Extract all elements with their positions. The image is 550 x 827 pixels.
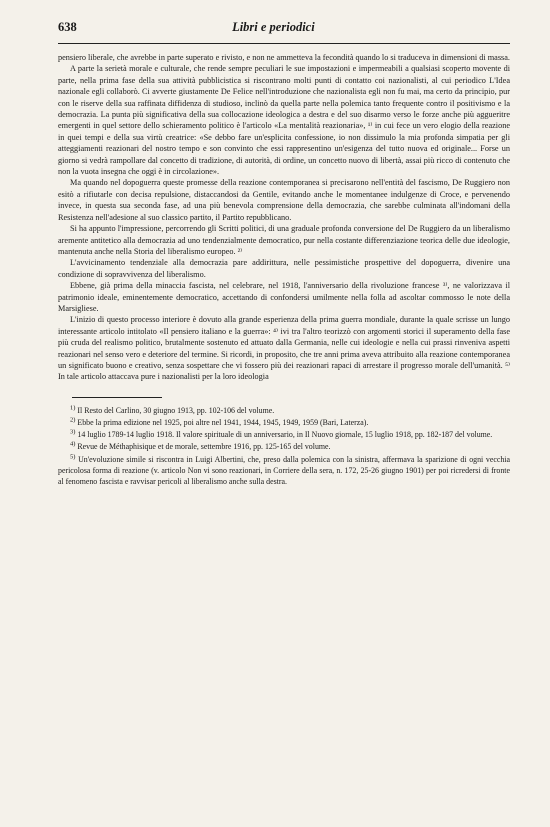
page-number: 638 <box>58 20 77 34</box>
paragraph: Ma quando nel dopoguerra queste promesse della reazione contemporanea si precisarono nell'entità del fascismo, De Ruggiero non esitò a rifiutarle con decisa repulsione, distaccandosi da Gentile, evitando anche le momentanee indulgenze di Croce, e pervenendo invece, in questa sua seconda fase, ad una più benevola comprensione della democrazia, che sarebbe culminata all'indomani della Resistenza nell'adesione al suo classico partito, il Partito repubblicano. <box>58 178 510 222</box>
footnote-text: Il Resto del Carlino, 30 giugno 1913, pp. 102-106 del volume. <box>77 405 275 415</box>
running-title: Libri e periodici <box>232 20 315 34</box>
paragraph: L'avvicinamento tendenziale alla democrazia pare addirittura, nelle pessimistiche prospettive del dopoguerra, divenire una condizione di sopravvivenza del liberalismo. <box>58 258 510 279</box>
paragraph: A parte la serietà morale e culturale, che rende sempre peculiari le sue impostazioni e impermeabili a qualsiasi scoperto movente di parte, nella prima fase della sua attività pubblicistica si riscontrano molti punti di contatto coi nazionalisti, al cui periodico L'Idea nazionale egli collaborò. Ci avverte giustamente De Felice nell'introduzione che nazionalista egli non fu mai, ma certo da principio, pur con le riserve della sua raffinata diffidenza di studioso, inclinò da quella parte nella polemica tanto frequente contro il positivismo e la democrazia. La punta più significativa della sua collocazione ideologica a destra e del suo disarmo verso le forze anche più aggueritre emergenti in quel settore dello schieramento politico è l'articolo «La mentalità reazionaria», ¹⁾ in cui fece un vero elogio della reazione in quei tempi e della sua virtù creatrice: «Se debbo fare un'esplicita confessione, io non dissimulo la mia profonda simpatia per gli atteggiamenti reazionari del nostro tempo e son convinto che essi rappresentino un'esigenza del tutto nuova ed originale... Forse un giorno si vedrà rampollare dal concetto di tradizione, di autorità, di ordine, un concetto nuovo di libertà, assai più ricco di contenuto che non la vuota insegna che oggi è in circolazione». <box>58 64 510 177</box>
footnote-text: Un'evoluzione simile si riscontra in Luigi Albertini, che, preso dalla polemica con la sinistra, affermava la sparizione di ogni vecchia pericolosa forma di reazione (v. articolo Non vi sono reazionari, in Corriere della sera, n. 172, 25-26 giugno 1901) per poi ricredersi di fronte al fenomeno fascista e ravvisar pericoli al liberalismo anche sulla destra. <box>58 454 510 486</box>
footnote-number: 3) <box>70 428 76 436</box>
footnote-text: Ebbe la prima edizione nel 1925, poi altre nel 1941, 1944, 1945, 1949, 1959 (Bari, Laterza). <box>77 417 369 427</box>
footnote <box>58 405 510 416</box>
page-header <box>58 20 510 44</box>
footnote-number: 1) <box>70 404 76 412</box>
footnote-text: Revue de Méthaphisique et de morale, settembre 1916, pp. 125-165 del volume. <box>77 442 331 452</box>
paragraph: Ebbene, già prima della minaccia fascista, nel celebrare, nel 1918, l'anniversario della rivoluzione francese ³⁾, ne valorizzava il patrimonio ideale, eminentemente democratico, accettando di confondersi umilmente nella folla ad ascoltar commosso le note della Marsigliese. <box>58 281 510 313</box>
paragraph: L'inizio di questo processo interiore è dovuto alla grande esperienza della prima guerra mondiale, durante la quale scrisse un lungo interessante articolo intitolato «Il pensiero italiano e la guerra»: ⁴⁾ ivi tra l'altro teorizzò con argomenti storici il superamento della fase più cruda del realismo politico, brutalmente sostenuto ed attuato dalla Germania, nelle cui ideologie e nella cui prassi rinveniva aspetti reazionari nel senso vero e deteriore del termine. Si ricordi, in proposito, che tre anni prima aveva attribuito alla reazione contemporanea un significato buono e creativo, senza sospettare che vi fossero più dei reazionari rapaci di arrestare il progresso morale dell'umanità. ⁵⁾ In tale articolo attaccava pure i nazionalisti per la loro ideologia <box>58 315 510 382</box>
paragraph: pensiero liberale, che avrebbe in parte superato e rivisto, e non ne ammetteva la fecondità quando lo si traduceva in dimensioni di massa. <box>58 53 510 62</box>
footnotes <box>58 405 510 487</box>
footnote <box>58 417 510 428</box>
footnote <box>58 454 510 488</box>
footnote-text: 14 luglio 1789-14 luglio 1918. Il valore spirituale di un anniversario, in Il Nuovo giornale, 15 luglio 1918, pp. 182-187 del volume. <box>77 430 493 440</box>
footnote <box>58 429 510 440</box>
footnote-number: 5) <box>70 452 76 460</box>
body-text <box>58 52 510 383</box>
footnote <box>58 441 510 452</box>
footnote-number: 2) <box>70 416 76 424</box>
footnote-number: 4) <box>70 440 76 448</box>
paragraph: Si ha appunto l'impressione, percorrendo gli Scritti politici, di una graduale profonda conversione del De Ruggiero da un liberalismo aremente antitetico alla democrazia ad uno tendenzialmente democratico, pur nella costante differenziazione teorica delle due ideologie, mantenuta anche nella Storia del liberalismo europeo. ²⁾ <box>58 224 510 256</box>
footnote-divider <box>72 397 162 398</box>
